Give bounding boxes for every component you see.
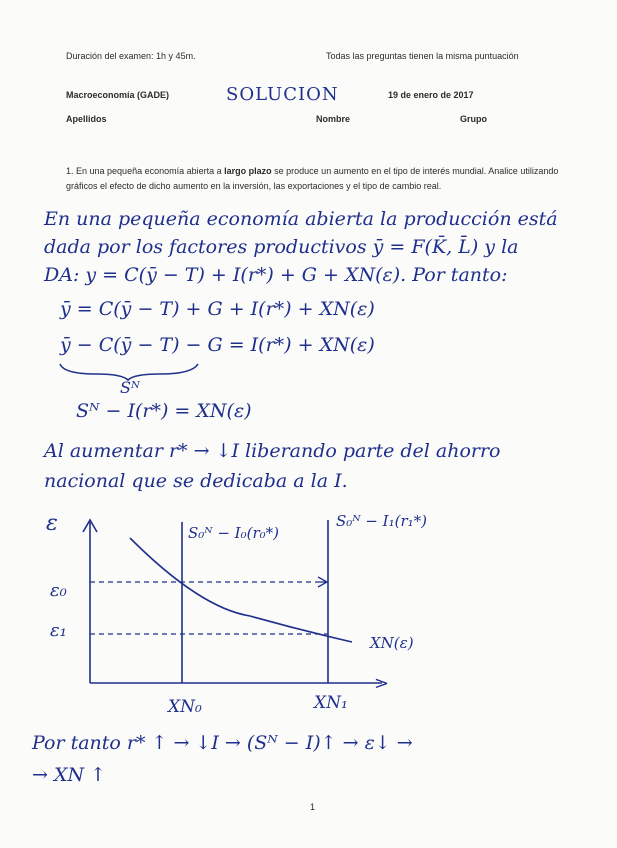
answer-line-4: Al aumentar r* → ↓I liberando parte del ahorro <box>44 440 501 462</box>
question-text-after: se produce un aumento en el tipo de interés mundial. Analice utilizando gráficos el efecto de dicho aumento en la inversión, las exportaciones y el tipo de cambio real. <box>66 166 559 191</box>
equation-2: ȳ − C(ȳ − T) − G = I(r*) + XN(ε) <box>60 334 375 356</box>
sn-i1-label: S₀ᴺ − I₁(r₁*) <box>336 512 427 530</box>
conclusion-line-1: Por tanto r* ↑ → ↓I → (Sᴺ − I)↑ → ε↓ → <box>32 732 413 754</box>
solution-title: SOLUCION <box>226 84 339 105</box>
xn0-label: XN₀ <box>168 697 202 717</box>
eps1-label: ε₁ <box>50 620 67 641</box>
eps0-arrow <box>316 577 327 587</box>
answer-line-5: nacional que se dedicaba a la I. <box>44 470 348 492</box>
x-axis-arrow: > <box>374 673 390 694</box>
equation-1: ȳ = C(ȳ − T) + G + I(r*) + XN(ε) <box>60 298 375 320</box>
eps0-label: ε₀ <box>50 580 67 601</box>
surname-label: Apellidos <box>66 114 107 124</box>
national-savings-label: Sᴺ <box>120 378 140 397</box>
question-emphasis: largo plazo <box>224 166 272 176</box>
exam-date: 19 de enero de 2017 <box>388 90 474 100</box>
answer-line-3: DA: y = C(ȳ − T) + I(r*) + G + XN(ε). Por tanto: <box>44 264 508 286</box>
savings-investment-graph <box>30 508 490 718</box>
equal-scoring-note: Todas las preguntas tienen la misma puntuación <box>326 51 519 61</box>
sn-i0-label: S₀ᴺ − I₀(r₀*) <box>188 524 279 542</box>
y-axis-label: ε <box>46 511 58 536</box>
equation-3: Sᴺ − I(r*) = XN(ε) <box>76 400 252 422</box>
answer-line-1: En una pequeña economía abierta la producción está <box>44 208 558 230</box>
question-number: 1. <box>66 166 74 176</box>
question-text-before: En una pequeña economía abierta a <box>73 166 225 176</box>
page-number: 1 <box>310 802 316 812</box>
name-label: Nombre <box>316 114 351 124</box>
conclusion-line-2: → XN ↑ <box>32 764 107 786</box>
xn-curve <box>130 538 352 642</box>
answer-line-2: dada por los factores productivos ȳ = F(K̄, L̄) y la <box>44 236 519 258</box>
group-label: Grupo <box>460 114 487 124</box>
course-name: Macroeconomía (GADE) <box>66 90 170 100</box>
xn1-label: XN₁ <box>314 693 348 713</box>
exam-duration: Duración del examen: 1h y 45m. <box>66 51 196 61</box>
xn-curve-label: XN(ε) <box>370 634 414 652</box>
question-statement <box>66 164 566 194</box>
